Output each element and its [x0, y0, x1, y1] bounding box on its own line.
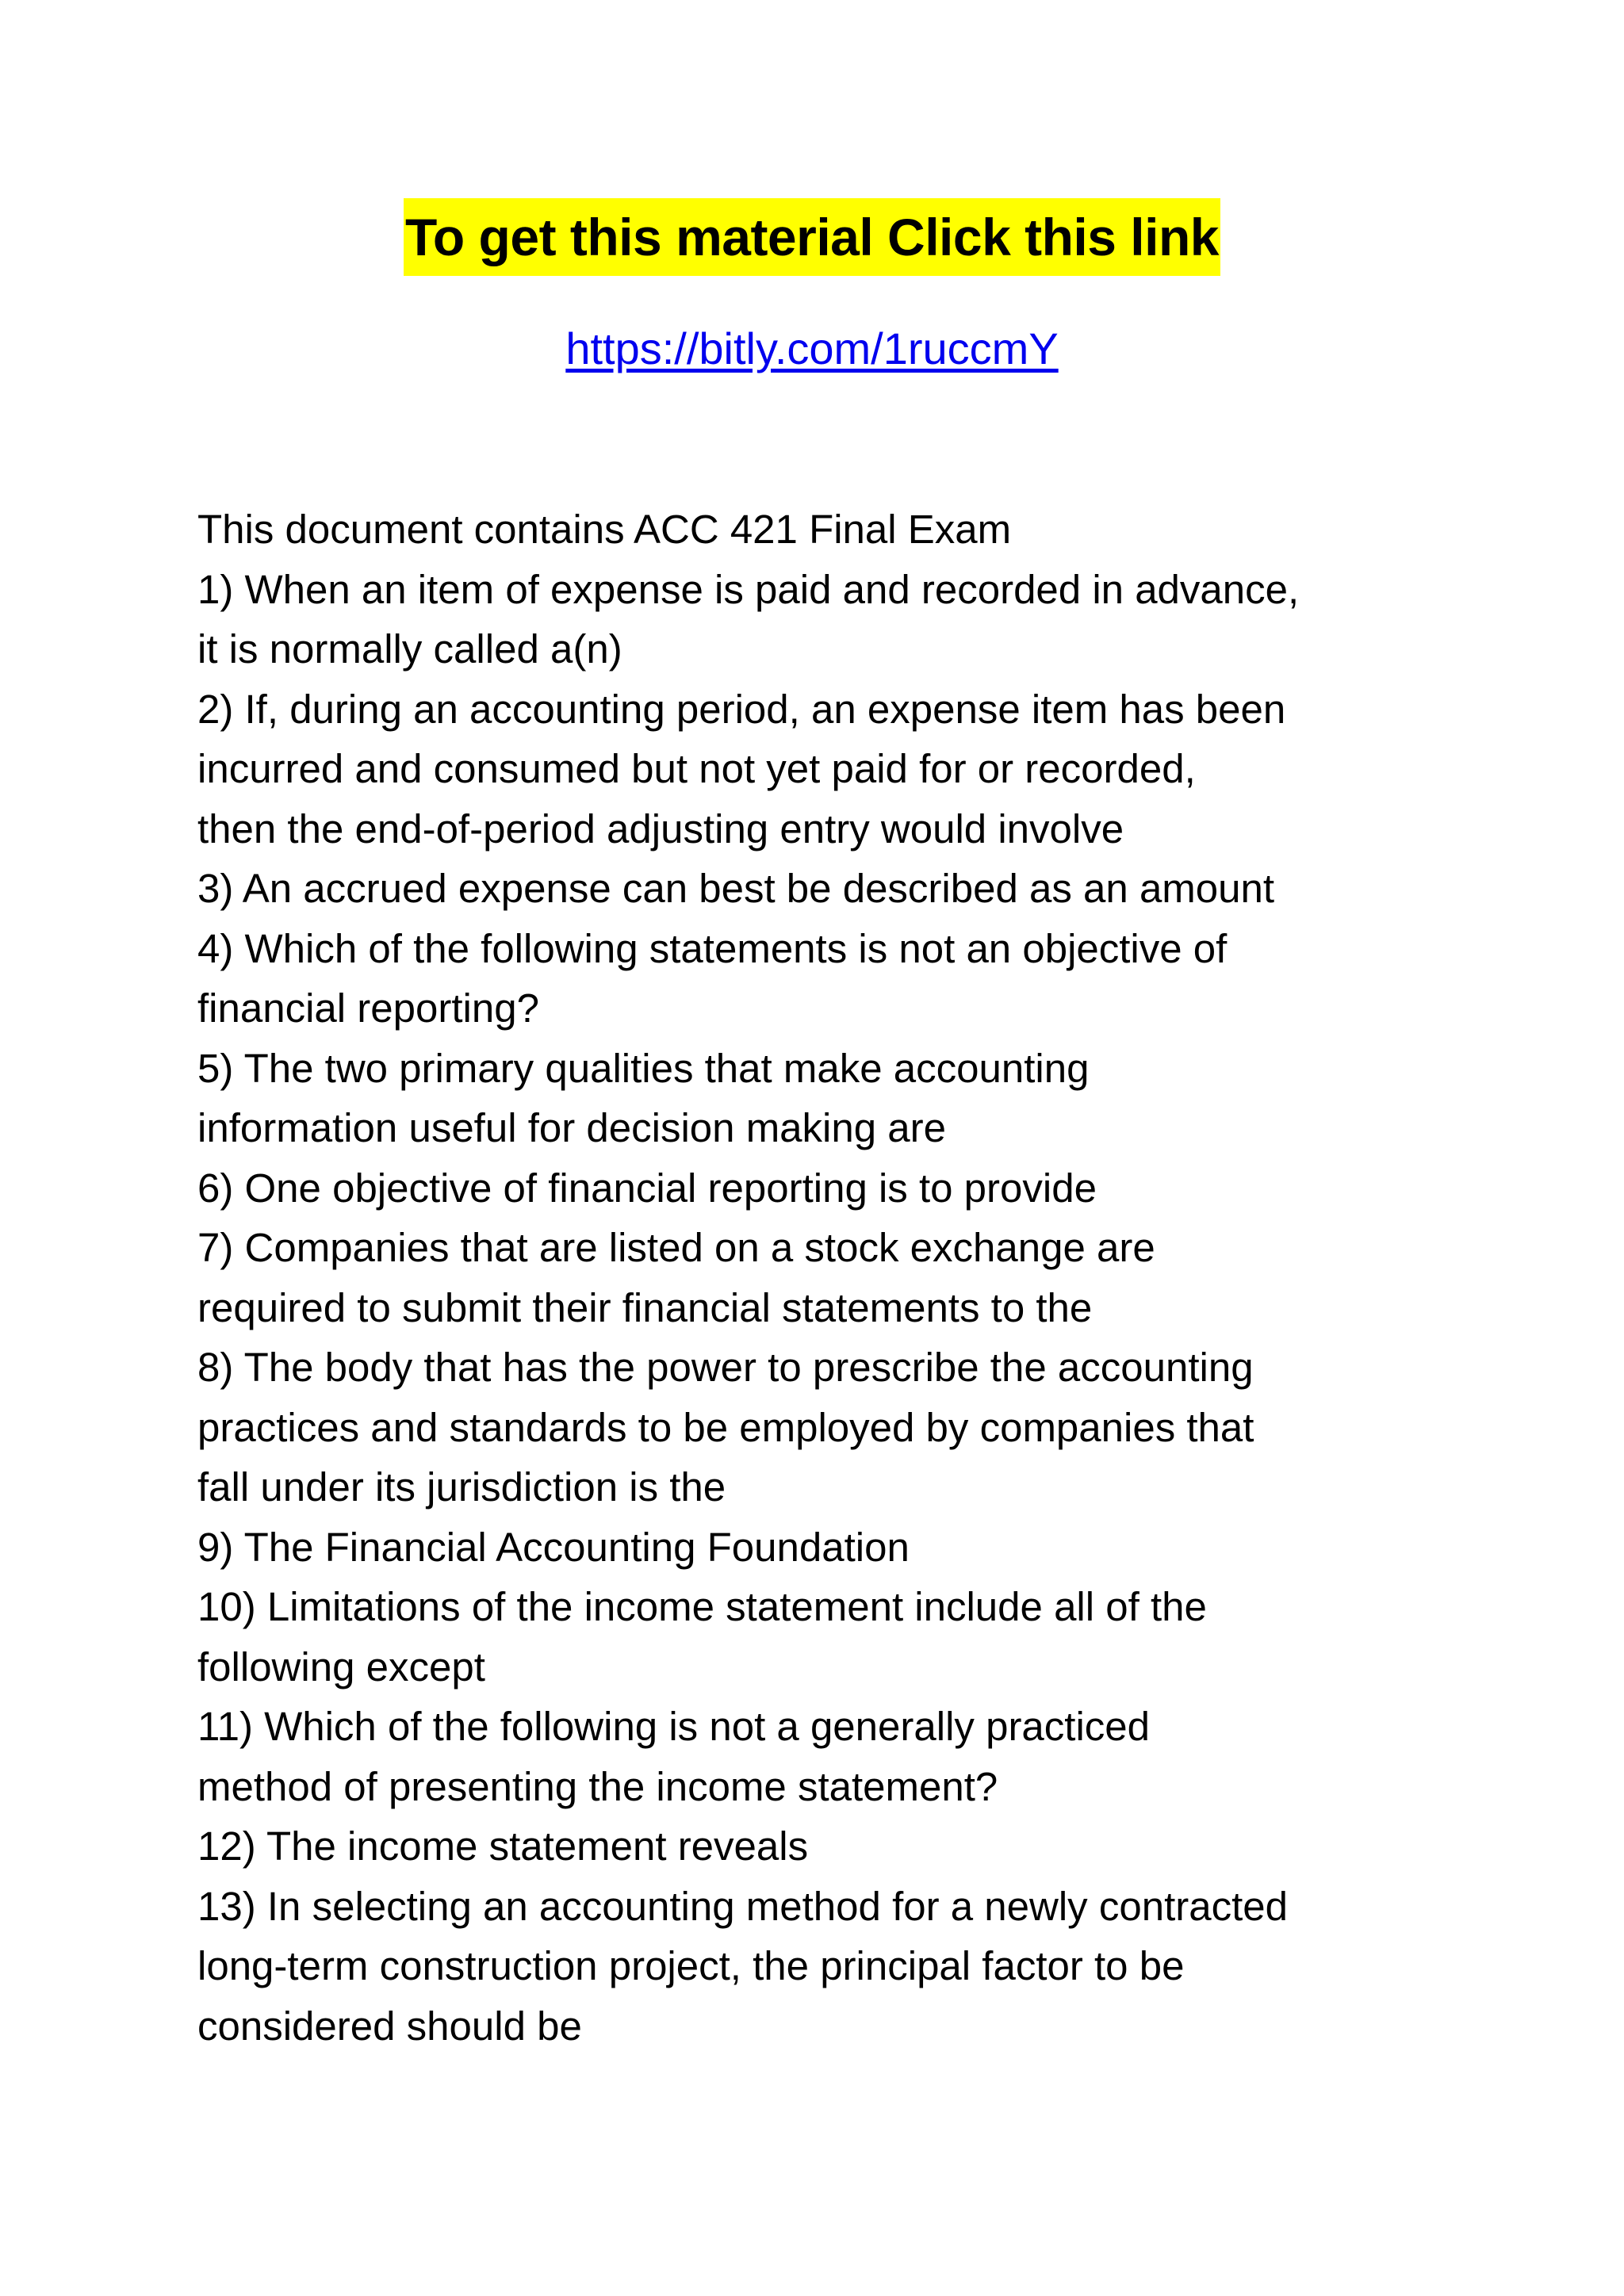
question-line: 4) Which of the following statements is not an objective of	[197, 925, 1228, 971]
question-line: practices and standards to be employed by companies that	[197, 1404, 1254, 1450]
question-line: 6) One objective of financial reporting is to provide	[197, 1165, 1097, 1211]
question-line: method of presenting the income statement?	[197, 1763, 998, 1809]
question-line: long-term construction project, the principal factor to be	[197, 1943, 1185, 1988]
question-line: 8) The body that has the power to prescribe the accounting	[197, 1345, 1254, 1390]
page-title: To get this material Click this link	[404, 198, 1220, 276]
question-line: 10) Limitations of the income statement include all of the	[197, 1584, 1207, 1629]
header	[0, 198, 1624, 276]
question-line: 3) An accrued expense can best be described as an amount	[197, 866, 1275, 911]
question-line: 11) Which of the following is not a generally practiced	[197, 1704, 1151, 1749]
intro-line: This document contains ACC 421 Final Exam	[197, 507, 1012, 552]
material-link[interactable]: https://bitly.com/1ruccmY	[565, 323, 1059, 373]
question-line: 13) In selecting an accounting method for a newly contracted	[197, 1883, 1288, 1929]
question-line: 7) Companies that are listed on a stock exchange are	[197, 1225, 1155, 1270]
question-line: 9) The Financial Accounting Foundation	[197, 1524, 910, 1570]
question-line: it is normally called a(n)	[197, 626, 622, 672]
link-row	[0, 316, 1624, 382]
question-line: 12) The income statement reveals	[197, 1823, 809, 1869]
question-line: incurred and consumed but not yet paid for or recorded,	[197, 746, 1196, 791]
question-line: then the end-of-period adjusting entry would involve	[197, 806, 1124, 851]
document-body	[197, 499, 1434, 2056]
question-line: 5) The two primary qualities that make accounting	[197, 1045, 1090, 1091]
question-line: required to submit their financial statements to the	[197, 1284, 1093, 1330]
question-line: 2) If, during an accounting period, an expense item has been	[197, 686, 1286, 732]
question-line: following except	[197, 1644, 485, 1689]
question-line: 1) When an item of expense is paid and recorded in advance,	[197, 566, 1300, 612]
question-line: financial reporting?	[197, 985, 539, 1031]
question-line: information useful for decision making are	[197, 1105, 946, 1150]
question-line: considered should be	[197, 2003, 582, 2049]
question-line: fall under its jurisdiction is the	[197, 1464, 726, 1510]
